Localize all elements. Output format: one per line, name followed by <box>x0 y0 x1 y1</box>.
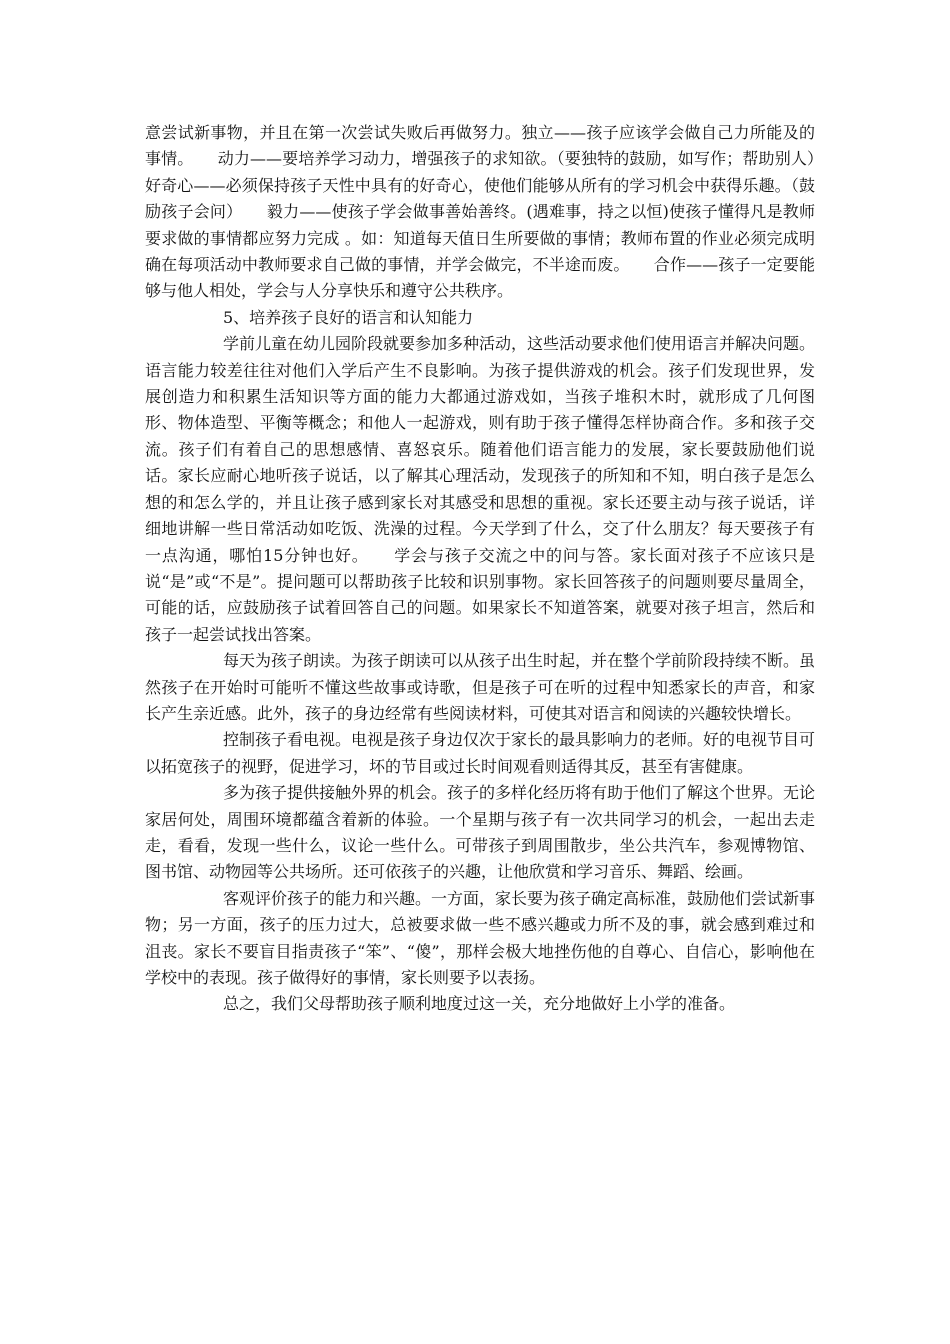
paragraph-evaluate-child: 客观评价孩子的能力和兴趣。一方面，家长要为孩子确定高标准，鼓励他们尝试新事物；另一方面，孩子的压力过大，总被要求做一些不感兴趣或力所不及的事，就会感到难过和沮丧。家长不要盲目指责孩子“笨”、“傻”，那样会极大地挫伤他的自尊心、自信心，影响他在学校中的表现。孩子做得好的事情，家长则要予以表扬。 <box>145 888 816 987</box>
paragraph-language-activities: 学前儿童在幼儿园阶段就要参加多种活动，这些活动要求他们使用语言并解决问题。语言能力较差往往对他们入学后产生不良影响。为孩子提供游戏的机会。孩子们发现世界，发展创造力和积累生活知识等方面的能力大都通过游戏如，当孩子堆积木时，就形成了几何图形、物体造型、平衡等概念；和他人一起游戏，则有助于孩子懂得怎样协商合作。多和孩子交流。孩子们有着自己的思想感情、喜怒哀乐。随着他们语言能力的发展，家长要鼓励他们说话。家长应耐心地听孩子说话，以了解其心理活动，发现孩子的所知和不知，明白孩子是怎么想的和怎么学的，并且让孩子感到家长对其感受和思想的重视。家长还要主动与孩子说话，详细地讲解一些日常活动如吃饭、洗澡的过程。今天学到了什么，交了什么朋友？每天要孩子有一点沟通，哪怕15分钟也好。 学会与孩子交流之中的问与答。家长面对孩子不应该只是说“是”或“不是”。提问题可以帮助孩子比较和识别事物。家长回答孩子的问题则要尽量周全，可能的话，应鼓励孩子试着回答自己的问题。如果家长不知道答案，就要对孩子坦言，然后和孩子一起尝试找出答案。 <box>145 334 816 644</box>
paragraph-conclusion: 总之，我们父母帮助孩子顺利地度过这一关，充分地做好上小学的准备。 <box>223 994 736 1014</box>
paragraph-continuation: 意尝试新事物，并且在第一次尝试失败后再做努力。独立——孩子应该学会做自己力所能及的事情。 动力——要培养学习动力，增强孩子的求知欲。（要独特的鼓励，如写作；帮助别人） 好奇心——必须保持孩子天性中具有的好奇心，使他们能够从所有的学习机会中获得乐趣。（鼓励孩子会问） 毅力——使孩子学会做事善始善终。(遇难事，持之以恒)使孩子懂得凡是教师要求做的事情都应努力完成 。如：知道每天值日生所要做的事情；教师布置的作业必须完成明确在每项活动中教师要求自己做的事情，并学会做完，不半途而废。 合作——孩子一定要能够与他人相处，学会与人分享快乐和遵守公共秩序。 <box>145 123 848 301</box>
paragraph-read-aloud: 每天为孩子朗读。为孩子朗读可以从孩子出生时起，并在整个学前阶段持续不断。虽然孩子在开始时可能听不懂这些故事或诗歌，但是孩子可在听的过程中知悉家长的声音，和家长产生亲近感。此外，孩子的身边经常有些阅读材料，可使其对语言和阅读的兴趣较快增长。 <box>145 651 816 723</box>
paragraph-tv-control: 控制孩子看电视。电视是孩子身边仅次于家长的最具影响力的老师。好的电视节目可以拓宽孩子的视野，促进学习，坏的节目或过长时间观看则适得其反，甚至有害健康。 <box>145 730 816 776</box>
section-heading: 5、培养孩子良好的语言和认知能力 <box>223 307 474 327</box>
document-page <box>145 120 848 1018</box>
paragraph-outside-world: 多为孩子提供接触外界的机会。孩子的多样化经历将有助于他们了解这个世界。无论家居何处，周围环境都蕴含着新的体验。一个星期与孩子有一次共同学习的机会，一起出去走走，看看，发现一些什么，议论一些什么。可带孩子到周围散步，坐公共汽车，参观博物馆、图书馆、动物园等公共场所。还可依孩子的兴趣，让他欣赏和学习音乐、舞蹈、绘画。 <box>145 783 816 882</box>
